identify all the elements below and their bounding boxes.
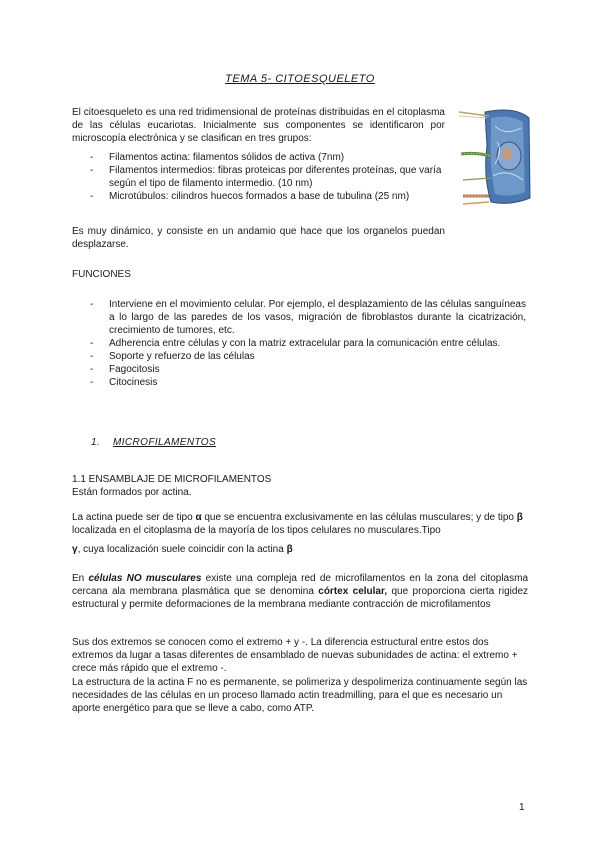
cytoskeleton-illustration <box>455 106 532 212</box>
component-list <box>90 151 445 203</box>
list-item: - Soporte y refuerzo de las células <box>90 350 526 363</box>
actina-f-paragraph: La estructura de la actina F no es permanente, se polimeriza y despolimeriza continuamente según las necesidades de las células en un proceso llamado actin treadmilling, para el que es necesario un aporte energético para que se lleve a cabo, como ATP. <box>72 677 528 714</box>
nomusc-paragraph: En células NO musculares existe una compleja red de microfilamentos en la zona del citoplasma cercana ala membrana plasmática que se denomina córtex celular, que proporciona cierta rigidez estructural y permite deformaciones de la membrana mediante contracción de microfilamentos <box>72 573 529 610</box>
section-heading-microfilamentos: 1. MICROFILAMENTOS <box>91 437 217 448</box>
list-item: - Adherencia entre células y con la matriz extracelular para la comunicación entre células. <box>90 337 526 350</box>
subsection-text: Están formados por actina. <box>72 487 192 498</box>
intro-paragraph: El citoesqueleto es una red tridimensional de proteínas distribuidas en el citoplasma de las células eucariotas. Inicialmente sus componentes se identificaron por microscopía electrónica y se clasifican en tres grupos: <box>72 107 445 144</box>
page-title: TEMA 5- CITOESQUELETO <box>225 73 375 85</box>
extremos-paragraph: Sus dos extremos se conocen como el extremo + y -. La diferencia estructural entre estos dos extremos da lugar a tasas diferentes de ensamblado de nuevas subunidades de actina: el extremo + crece más rápido que el extremo -. <box>72 637 518 674</box>
dynamic-paragraph: Es muy dinámico, y consiste en un andamio que hace que los organelos puedan desplazarse. <box>72 226 445 250</box>
list-item: - Fagocitosis <box>90 363 526 376</box>
page-number: 1 <box>519 802 525 813</box>
list-item: - Microtúbulos: cilindros huecos formados a base de tubulina (25 nm) <box>90 190 445 203</box>
funciones-list <box>90 298 526 389</box>
list-item: - Filamentos intermedios: fibras proteicas por diferentes proteínas, que varía según el tipo de filamento intermedio. (10 nm) <box>90 164 445 190</box>
actina-paragraph: La actina puede ser de tipo α que se encuentra exclusivamente en las células musculares; y de tipo β localizada en el citoplasma de la mayoría de los tipos celulares no musculares.Tipo γ, cuya localización suele coincidir con la actina β <box>72 512 523 555</box>
list-item: - Citocinesis <box>90 376 526 389</box>
funciones-heading: FUNCIONES <box>72 269 131 280</box>
list-item: - Filamentos actina: filamentos sólidos de activa (7nm) <box>90 151 445 164</box>
subsection-heading: 1.1 ENSAMBLAJE DE MICROFILAMENTOS <box>72 474 272 485</box>
list-item: - Interviene en el movimiento celular. Por ejemplo, el desplazamiento de las células sanguíneas a lo largo de las paredes de los vasos, migración de fibroblastos durante la cicatrización, crecimiento de tumores, etc. <box>90 298 526 337</box>
